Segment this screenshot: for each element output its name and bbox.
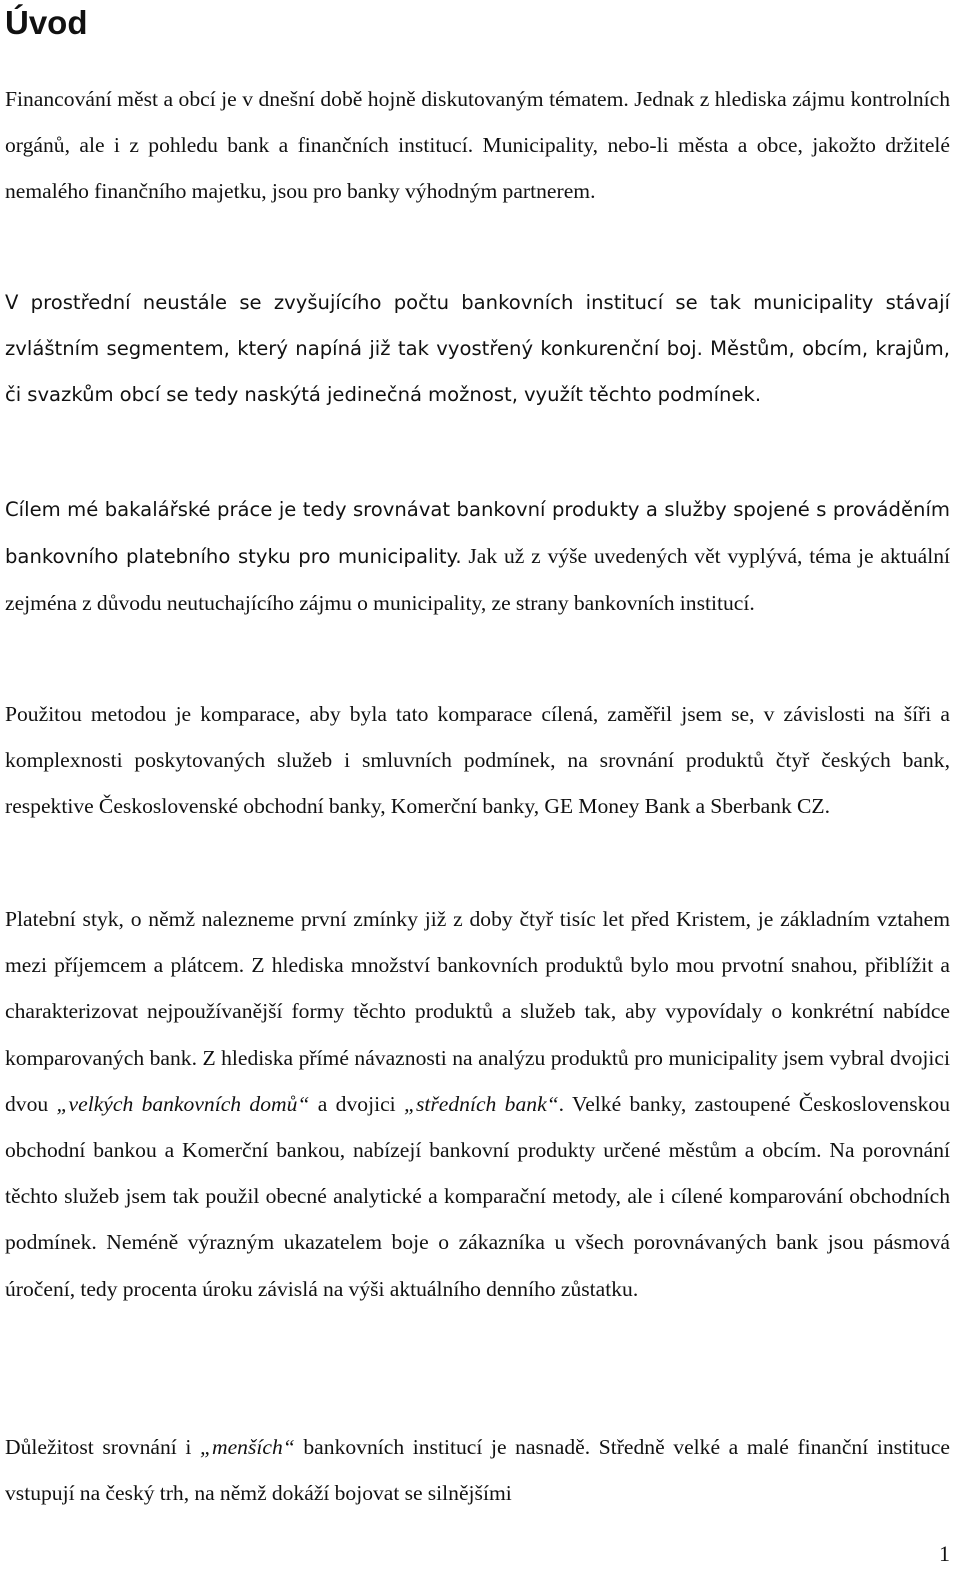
paragraph-payments — [5, 896, 950, 1312]
paragraph-goal-text-b: Jak už z výše uvedených vět vyplývá, téma je aktuální zejména z důvodu neutuchajícího zájmu o municipality, ze strany bankovních institucí. — [5, 544, 950, 616]
paragraph-importance-text-a: Důležitost srovnání i — [5, 1435, 200, 1459]
paragraph-segment-text: V prostřední neustále se zvyšujícího počtu bankovních institucí se tak municipality stávají zvláštním segmentem, který napíná již tak vyostřený konkurenční boj. Městům, obcím, krajům, či svazkům obcí se tedy naskýtá jedinečná možnost, využít těchto podmínek. — [5, 291, 950, 407]
paragraph-intro — [5, 76, 950, 215]
paragraph-payments-text-e: . Velké banky, zastoupené Československou obchodní bankou a Komerční bankou, nabízejí bankovní produkty určené městům a obcím. Na porovnání těchto služeb jsem tak použil obecné analytické a komparační metody, ale i cílené komparování obchodních podmínek. Neméně výrazným ukazatelem boje o zákazníka u všech porovnávaných bank jsou pásmová úročení, tedy procenta úroku závislá na výši aktuálního denního zůstatku. — [5, 1091, 951, 1301]
paragraph-importance-italic: „menších“ — [199, 1435, 295, 1459]
paragraph-importance-text-c: bankovních institucí je nasnadě. Středně velké a malé finanční instituce vstupují na český trh, na němž dokáží bojovat se silnějšími — [5, 1435, 950, 1506]
page-number: 1 — [939, 1541, 950, 1566]
paragraph-payments-text-a: Platební styk, o němž nalezneme první zmínky již z doby čtyř tisíc let před Kristem, je základním vztahem mezi příjemcem a plátcem. Z hlediska množství bankovních produktů bylo mou prvotní snahou, přiblížit a charakterizovat nejpoužívanější formy těchto produktů a služeb tak, aby vypovídaly o konkrétní nabídce komparovaných bank. Z hlediska přímé návaznosti na analýzu produktů pro municipality jsem vybral dvojici dvou — [5, 907, 950, 1116]
paragraph-payments-text-c: a dvojici — [309, 1091, 404, 1116]
paragraph-goal — [5, 486, 950, 627]
paragraph-goal-text-a: Cílem mé bakalářské práce je tedy srovnávat bankovní produkty a služby spojené s prováděním bankovního platebního styku pro municipality. — [5, 498, 950, 569]
paragraph-payments-italic-b: „středních bank“ — [403, 1091, 559, 1116]
paragraph-payments-italic-a: „velkých bankovních domů“ — [56, 1091, 310, 1116]
paragraph-method — [5, 691, 950, 830]
paragraph-intro-text: Financování měst a obcí je v dnešní době hojně diskutovaným tématem. Jednak z hlediska zájmu kontrolních orgánů, ale i z pohledu bank a finančních institucí. Municipality, nebo-li města a obce, jakožto držitelé nemalého finančního majetku, jsou pro banky výhodným partnerem. — [5, 87, 950, 204]
paragraph-segment — [5, 280, 950, 419]
paragraph-method-text: Použitou metodou je komparace, aby byla tato komparace cílená, zaměřil jsem se, v závislosti na šíři a komplexnosti poskytovaných služeb i smluvních podmínek, na srovnání produktů čtyř českých bank, respektive Československé obchodní banky, Komerční banky, GE Money Bank a Sberbank CZ. — [5, 702, 950, 819]
paragraph-importance — [5, 1424, 950, 1516]
chapter-heading: Úvod — [5, 4, 88, 41]
